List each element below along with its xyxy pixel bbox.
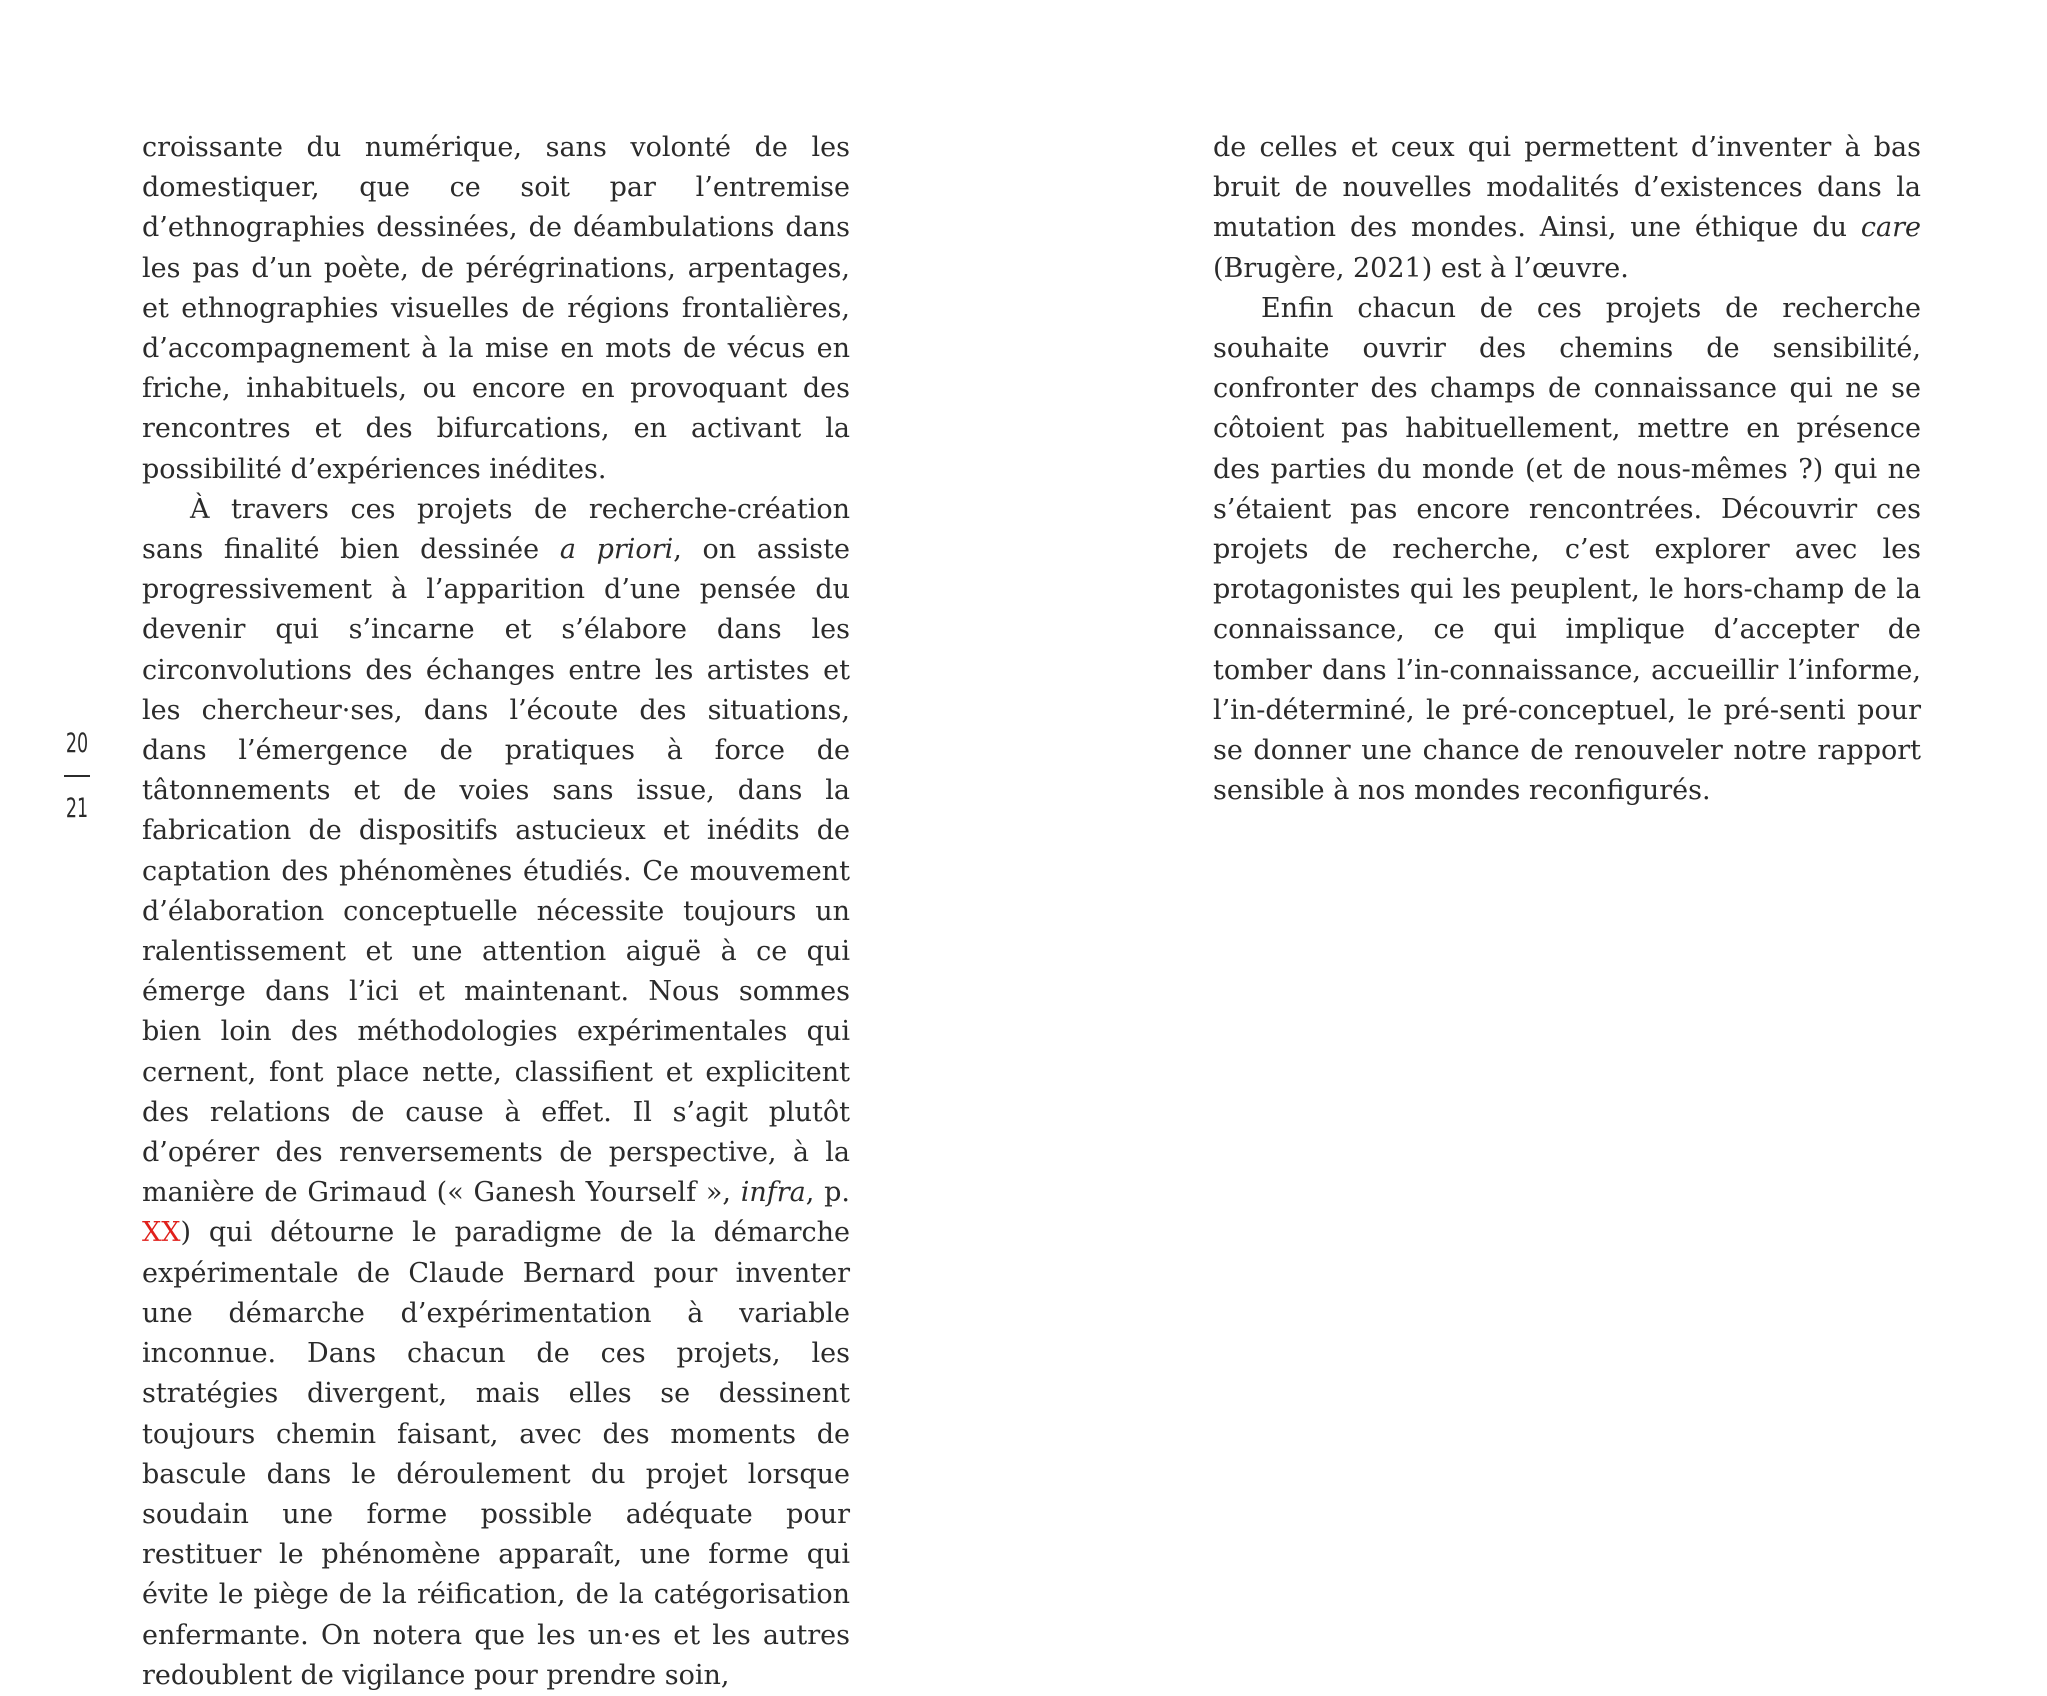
left-paragraph-2-part-d: ) qui détourne le paradigme de la démarche expérimentale de Claude Bernard pour inventer une démarche d’expérimentation à variable inconnue. Dans chacun de ces projets, les stratégies divergent, mais elles se dessinent toujours chemin faisant, avec des moments de bascule dans le déroulement du projet lorsque soudain une forme possible adéquate pour restituer le phénomène apparaît, une forme qui évite le piège de la réification, de la catégorisation enfermante. On notera que les un·es et les autres redoublent de vigilance pour prendre soin, [142, 1217, 850, 1691]
right-paragraph-1 [1213, 128, 1921, 289]
left-page-number: 20 [65, 728, 89, 759]
left-column [142, 128, 850, 1696]
right-paragraph-2: Enfin chacun de ces projets de recherche souhaite ouvrir des chemins de sensibilité, confronter des champs de connaissance qui ne se côtoient pas habituellement, mettre en présence des parties du monde (et de nous-mêmes ?) qui ne s’étaient pas encore rencontrées. Découvrir ces projets de recherche, c’est explorer avec les protagonistes qui les peuplent, le hors-champ de la connaissance, ce qui implique d’accepter de tomber dans l’in-connaissance, accueillir l’informe, l’in-déterminé, le pré-conceptuel, le pré-senti pour se donner une chance de renouveler notre rapport sensible à nos mondes reconfigurés. [1213, 292, 1921, 807]
page-number-separator [64, 775, 90, 777]
left-paragraph-1: croissante du numérique, sans volonté de les domestiquer, que ce soit par l’entremise d’ethnographies dessinées, de déambulations dans les pas d’un poète, de pérégrinations, arpentages, et ethnographies visuelles de régions frontalières, d’accompagnement à la mise en mots de vécus en friche, inhabituels, ou encore en provoquant des rencontres et des bifurcations, en activant la possibilité d’expériences inédites. [142, 132, 850, 485]
right-paragraph-1-part-b: (Brugère, 2021) est à l’œuvre. [1213, 252, 1629, 284]
a-priori-italic: a priori [559, 534, 674, 566]
infra-italic: infra [740, 1177, 806, 1209]
care-italic: care [1860, 212, 1921, 244]
left-paragraph-2-part-b: , on assiste progressivement à l’apparition d’une pensée du devenir qui s’incarne et s’élabore dans les circonvolutions des échanges entre les artistes et les chercheur·ses, dans l’écoute des situations, dans l’émergence de pratiques à force de tâtonnements et de voies sans issue, dans la fabrication de dispositifs astucieux et inédits de captation des phénomènes étudiés. Ce mouvement d’élaboration conceptuelle nécessite toujours un ralentissement et une attention aiguë à ce qui émerge dans l’ici et maintenant. Nous sommes bien loin des méthodologies expérimentales qui cernent, font place nette, classifient et explicitent des relations de cause à effet. Il s’agit plutôt d’opérer des renversements de perspective, à la manière de Grimaud (« Ganesh Yourself », [142, 534, 850, 1209]
right-page-number: 21 [65, 793, 89, 824]
right-paragraph-1-part-a: de celles et ceux qui permettent d’inventer à bas bruit de nouvelles modalités d’existences dans la mutation des mondes. Ainsi, une éthique du [1213, 132, 1921, 244]
page-reference-placeholder: XX [142, 1217, 181, 1249]
left-paragraph-2-part-c: , p. [805, 1177, 850, 1209]
right-column [1213, 128, 1921, 811]
page-numbers [52, 730, 102, 822]
left-paragraph-2 [142, 490, 850, 1696]
left-paragraph-2-part-a: À travers ces projets de recherche-création sans finalité bien dessinée [142, 493, 850, 566]
